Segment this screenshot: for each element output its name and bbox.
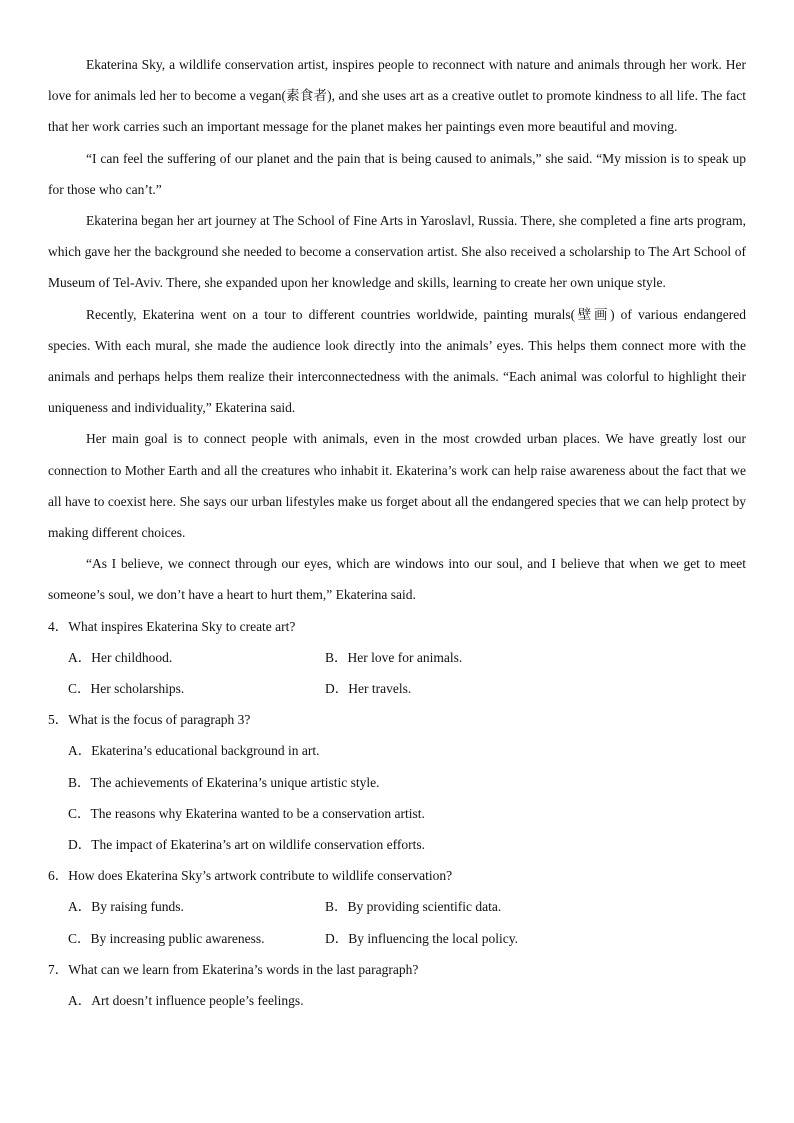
question-6 — [48, 860, 746, 954]
question-4-option-d: D．Her travels. — [325, 681, 412, 697]
question-6-option-c: C．By increasing public awareness. — [68, 930, 265, 946]
question-7-option-a: A．Art doesn’t influence people’s feelings. — [68, 993, 304, 1009]
question-4-option-a: A．Her childhood. — [68, 649, 173, 665]
passage-paragraph-4: Recently, Ekaterina went on a tour to different countries worldwide, painting murals(壁画) of various endangered species. With each mural, she made the audience look directly into the animals’ eyes. This helps them connect more with the animals and perhaps helps them realize their interconnectedness with the animals. “Each animal was colorful to highlight their uniqueness and individuality,” Ekaterina said. — [48, 306, 746, 416]
question-4-stem: 4．What inspires Ekaterina Sky to create art? — [48, 618, 296, 634]
question-4-options-row-1 — [48, 642, 746, 673]
question-5 — [48, 704, 746, 860]
passage-paragraph-6: “As I believe, we connect through our eyes, which are windows into our soul, and I believe that when we get to meet someone’s soul, we don’t have a heart to hurt them,” Ekaterina said. — [48, 556, 746, 603]
passage-paragraph-2: “I can feel the suffering of our planet and the pain that is being caused to animals,” she said. “My mission is to speak up for those who can’t.” — [48, 150, 746, 197]
question-5-option-a: A．Ekaterina’s educational background in art. — [68, 743, 320, 759]
question-6-option-d: D．By influencing the local policy. — [325, 930, 518, 946]
passage-paragraph-1: Ekaterina Sky, a wildlife conservation artist, inspires people to reconnect with nature and animals through her work. Her love for animals led her to become a vegan(素食者), and she uses art as a creative outlet to promote kindness to all life. The fact that her work carries such an important message for the planet makes her paintings even more beautiful and moving. — [48, 57, 746, 135]
question-6-options-row-2 — [48, 923, 746, 954]
passage-paragraph-5: Her main goal is to connect people with animals, even in the most crowded urban places. We have greatly lost our connection to Mother Earth and all the creatures who inhabit it. Ekaterina’s work can help raise awareness about the fact that we all have to coexist here. She says our urban lifestyles make us forget about all the endangered species that we can help protect by making different choices. — [48, 431, 746, 541]
question-4-option-b: B．Her love for animals. — [325, 649, 463, 665]
question-4-option-c: C．Her scholarships. — [68, 681, 185, 697]
question-7-stem: 7．What can we learn from Ekaterina’s words in the last paragraph? — [48, 961, 419, 977]
question-5-stem: 5．What is the focus of paragraph 3? — [48, 712, 251, 728]
question-6-option-a: A．By raising funds. — [68, 899, 184, 915]
passage-paragraph-3: Ekaterina began her art journey at The School of Fine Arts in Yaroslavl, Russia. There, she completed a fine arts program, which gave her the background she needed to become a conservation artist. She also received a scholarship to The Art School of Museum of Tel-Aviv. There, she expanded upon her knowledge and skills, learning to create her own unique style. — [48, 213, 746, 291]
question-4-options-row-2 — [48, 673, 746, 704]
document-page — [48, 49, 746, 1016]
question-6-options-row-1 — [48, 891, 746, 922]
question-7 — [48, 954, 746, 1016]
question-5-option-b: B．The achievements of Ekaterina’s unique artistic style. — [68, 774, 380, 790]
question-5-option-c: C．The reasons why Ekaterina wanted to be a conservation artist. — [68, 805, 425, 821]
question-6-stem: 6．How does Ekaterina Sky’s artwork contribute to wildlife conservation? — [48, 868, 453, 884]
question-5-option-d: D．The impact of Ekaterina’s art on wildlife conservation efforts. — [68, 837, 426, 853]
question-4 — [48, 611, 746, 705]
question-6-option-b: B．By providing scientific data. — [325, 899, 502, 915]
